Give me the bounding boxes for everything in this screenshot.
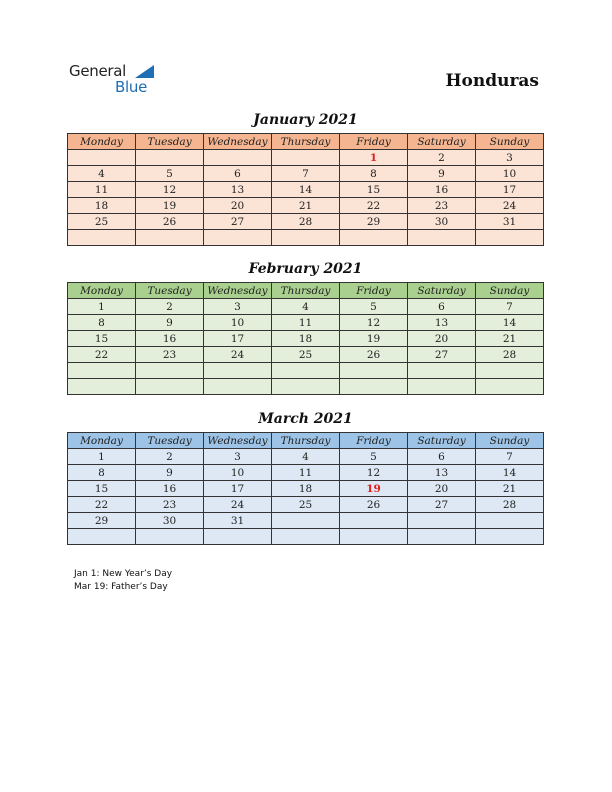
day-cell: 18	[272, 331, 340, 347]
week-row	[68, 379, 544, 395]
day-cell: 13	[204, 182, 272, 198]
day-cell: 12	[340, 465, 408, 481]
day-cell	[476, 230, 544, 246]
day-cell: 16	[136, 331, 204, 347]
day-cell: 6	[408, 299, 476, 315]
logo-text-general: General	[69, 62, 127, 80]
day-cell: 23	[136, 347, 204, 363]
day-cell: 24	[204, 497, 272, 513]
day-cell	[408, 230, 476, 246]
day-cell	[204, 379, 272, 395]
weekday-header-row	[68, 283, 544, 299]
week-row	[68, 529, 544, 545]
weekday-header: Monday	[68, 433, 136, 449]
day-cell: 7	[476, 449, 544, 465]
day-cell	[340, 363, 408, 379]
day-cell	[136, 529, 204, 545]
weekday-header: Thursday	[272, 134, 340, 150]
weekday-header: Sunday	[476, 433, 544, 449]
day-cell: 8	[340, 166, 408, 182]
day-cell: 11	[68, 182, 136, 198]
day-cell	[68, 150, 136, 166]
day-cell: 28	[272, 214, 340, 230]
day-cell: 15	[68, 331, 136, 347]
calendar-body	[68, 150, 544, 246]
day-cell	[204, 230, 272, 246]
week-row	[68, 182, 544, 198]
weekday-header: Saturday	[408, 134, 476, 150]
day-cell: 21	[272, 198, 340, 214]
day-cell: 25	[68, 214, 136, 230]
day-cell: 25	[272, 347, 340, 363]
week-row	[68, 214, 544, 230]
weekday-header: Tuesday	[136, 433, 204, 449]
day-cell	[340, 513, 408, 529]
day-cell: 18	[68, 198, 136, 214]
day-cell	[136, 150, 204, 166]
calendar-january	[67, 133, 544, 246]
day-cell	[68, 230, 136, 246]
week-row	[68, 166, 544, 182]
day-cell: 2	[136, 449, 204, 465]
day-cell	[476, 363, 544, 379]
day-cell: 22	[68, 347, 136, 363]
day-cell	[68, 529, 136, 545]
week-row	[68, 363, 544, 379]
day-cell: 20	[204, 198, 272, 214]
day-cell: 3	[476, 150, 544, 166]
weekday-header: Wednesday	[204, 433, 272, 449]
day-cell: 22	[68, 497, 136, 513]
day-cell	[136, 230, 204, 246]
day-cell: 13	[408, 315, 476, 331]
holiday-note: Mar 19: Father’s Day	[74, 582, 168, 592]
weekday-header-row	[68, 134, 544, 150]
day-cell: 13	[408, 465, 476, 481]
calendar-march	[67, 432, 544, 545]
day-cell: 6	[204, 166, 272, 182]
week-row	[68, 198, 544, 214]
day-cell: 11	[272, 465, 340, 481]
day-cell: 12	[340, 315, 408, 331]
month-title-january: January 2021	[253, 112, 358, 128]
day-cell: 22	[340, 198, 408, 214]
day-cell	[68, 363, 136, 379]
day-cell: 8	[68, 465, 136, 481]
day-cell: 6	[408, 449, 476, 465]
day-cell	[204, 150, 272, 166]
day-cell: 20	[408, 481, 476, 497]
day-cell	[340, 529, 408, 545]
day-cell: 17	[204, 481, 272, 497]
day-cell: 14	[272, 182, 340, 198]
day-cell: 30	[408, 214, 476, 230]
weekday-header: Monday	[68, 134, 136, 150]
day-cell: 24	[476, 198, 544, 214]
weekday-header: Thursday	[272, 283, 340, 299]
calendar-body	[68, 449, 544, 545]
holiday-note: Jan 1: New Year’s Day	[74, 569, 173, 579]
day-cell	[272, 230, 340, 246]
logo-triangle-icon	[135, 65, 154, 78]
day-cell: 5	[340, 449, 408, 465]
day-cell: 10	[204, 315, 272, 331]
week-row	[68, 315, 544, 331]
day-cell: 10	[204, 465, 272, 481]
day-cell: 23	[408, 198, 476, 214]
day-cell: 31	[204, 513, 272, 529]
week-row	[68, 347, 544, 363]
day-cell: 25	[272, 497, 340, 513]
weekday-header-row	[68, 433, 544, 449]
month-title-march: March 2021	[258, 411, 353, 427]
day-cell	[408, 513, 476, 529]
holiday-day-cell: 19	[340, 481, 408, 497]
weekday-header: Friday	[340, 283, 408, 299]
day-cell: 12	[136, 182, 204, 198]
day-cell: 31	[476, 214, 544, 230]
day-cell: 26	[340, 347, 408, 363]
day-cell	[272, 513, 340, 529]
day-cell: 15	[340, 182, 408, 198]
day-cell: 1	[68, 449, 136, 465]
logo-text-blue: Blue	[115, 78, 147, 96]
holiday-notes	[74, 568, 172, 594]
day-cell: 14	[476, 315, 544, 331]
day-cell: 20	[408, 331, 476, 347]
week-row	[68, 150, 544, 166]
day-cell	[476, 513, 544, 529]
day-cell: 3	[204, 299, 272, 315]
day-cell	[408, 529, 476, 545]
day-cell	[136, 379, 204, 395]
day-cell: 2	[408, 150, 476, 166]
weekday-header: Wednesday	[204, 283, 272, 299]
weekday-header: Sunday	[476, 134, 544, 150]
day-cell: 27	[408, 497, 476, 513]
day-cell	[340, 379, 408, 395]
weekday-header: Friday	[340, 134, 408, 150]
week-row	[68, 481, 544, 497]
week-row	[68, 513, 544, 529]
day-cell	[340, 230, 408, 246]
day-cell	[272, 150, 340, 166]
day-cell: 7	[476, 299, 544, 315]
day-cell	[476, 529, 544, 545]
day-cell: 14	[476, 465, 544, 481]
day-cell: 9	[408, 166, 476, 182]
day-cell: 4	[272, 449, 340, 465]
day-cell: 19	[340, 331, 408, 347]
weekday-header: Thursday	[272, 433, 340, 449]
day-cell: 26	[136, 214, 204, 230]
day-cell: 3	[204, 449, 272, 465]
week-row	[68, 449, 544, 465]
day-cell: 29	[340, 214, 408, 230]
day-cell	[272, 363, 340, 379]
day-cell: 9	[136, 315, 204, 331]
day-cell: 16	[136, 481, 204, 497]
day-cell: 17	[204, 331, 272, 347]
day-cell: 27	[204, 214, 272, 230]
weekday-header: Tuesday	[136, 283, 204, 299]
day-cell	[204, 529, 272, 545]
week-row	[68, 230, 544, 246]
day-cell	[136, 363, 204, 379]
generalblue-logo	[69, 62, 159, 96]
day-cell: 26	[340, 497, 408, 513]
week-row	[68, 497, 544, 513]
day-cell: 9	[136, 465, 204, 481]
day-cell: 17	[476, 182, 544, 198]
day-cell: 28	[476, 497, 544, 513]
week-row	[68, 465, 544, 481]
month-title-february: February 2021	[248, 261, 363, 277]
day-cell: 8	[68, 315, 136, 331]
day-cell: 29	[68, 513, 136, 529]
day-cell	[408, 379, 476, 395]
weekday-header: Monday	[68, 283, 136, 299]
weekday-header: Friday	[340, 433, 408, 449]
day-cell: 11	[272, 315, 340, 331]
day-cell: 16	[408, 182, 476, 198]
day-cell: 4	[272, 299, 340, 315]
day-cell: 10	[476, 166, 544, 182]
holiday-day-cell: 1	[340, 150, 408, 166]
weekday-header: Saturday	[408, 283, 476, 299]
day-cell: 5	[340, 299, 408, 315]
day-cell: 2	[136, 299, 204, 315]
day-cell	[408, 363, 476, 379]
weekday-header: Wednesday	[204, 134, 272, 150]
day-cell: 21	[476, 331, 544, 347]
calendar-february	[67, 282, 544, 395]
day-cell	[272, 379, 340, 395]
day-cell: 4	[68, 166, 136, 182]
day-cell: 1	[68, 299, 136, 315]
day-cell	[68, 379, 136, 395]
day-cell: 28	[476, 347, 544, 363]
day-cell: 15	[68, 481, 136, 497]
weekday-header: Saturday	[408, 433, 476, 449]
day-cell: 24	[204, 347, 272, 363]
day-cell: 27	[408, 347, 476, 363]
day-cell: 5	[136, 166, 204, 182]
day-cell: 30	[136, 513, 204, 529]
day-cell: 19	[136, 198, 204, 214]
day-cell	[204, 363, 272, 379]
day-cell: 23	[136, 497, 204, 513]
day-cell: 7	[272, 166, 340, 182]
weekday-header: Sunday	[476, 283, 544, 299]
day-cell: 21	[476, 481, 544, 497]
day-cell	[272, 529, 340, 545]
calendar-body	[68, 299, 544, 395]
day-cell: 18	[272, 481, 340, 497]
week-row	[68, 299, 544, 315]
week-row	[68, 331, 544, 347]
country-title: Honduras	[445, 71, 539, 91]
weekday-header: Tuesday	[136, 134, 204, 150]
day-cell	[476, 379, 544, 395]
